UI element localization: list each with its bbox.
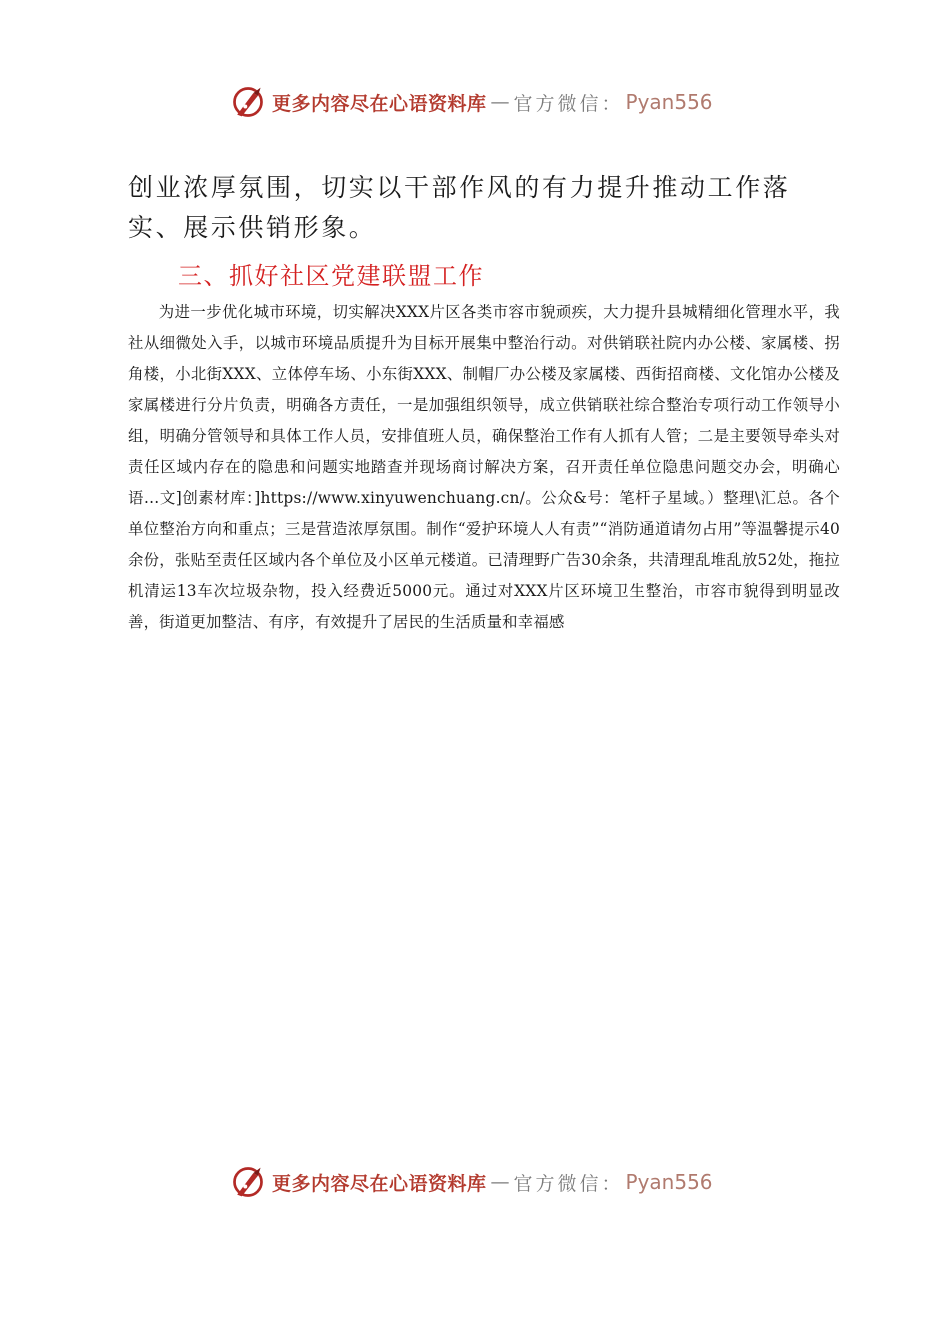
banner-wechat-handle: Pyan556 <box>625 90 713 114</box>
lead-paragraph: 创业浓厚氛围，切实以干部作风的有力提升推动工作落实、展示供销形象。 <box>128 173 791 242</box>
banner-dash: — <box>490 1171 510 1193</box>
section-heading: 三、抓好社区党建联盟工作 <box>178 262 484 290</box>
pen-nib-emblem-icon <box>230 84 266 120</box>
footer-banner <box>230 1162 750 1202</box>
pen-nib-emblem-icon <box>230 1164 266 1200</box>
banner-official-label: 官方微信： <box>513 92 624 115</box>
banner-official-label: 官方微信： <box>513 1172 624 1195</box>
body-paragraph: 为进一步优化城市环境，切实解决XXX片区各类市容市貌顽疾，大力提升县城精细化管理水平，我社从细微处入手，以城市环境品质提升为目标开展集中整治行动。对供销联社院内办公楼、家属楼、拐角楼，小北街XXX、立体停车场、小东街XXX、制帽厂办公楼及家属楼、西街招商楼、文化馆办公楼及家属楼进行分片负责，明确各方责任，一是加强组织领导，成立供销联社综合整治专项行动工作领导小组，明确分管领导和具体工作人员，安排值班人员，确保整治工作有人抓有人管；二是主要领导牵头对责任区域内存在的隐患和问题实地踏查并现场商讨解决方案，召开责任单位隐患问题交办会，明确心语…文]创素材库：]https://www.xinyuwenchuang.cn/。公众&号：笔杆子星域。）整理\汇总。各个单位整治方向和重点；三是营造浓厚氛围。制作“爱护环境人人有责”“消防通道请勿占用”等温馨提示40余份，张贴至责任区域内各个单位及小区单元楼道。已清理野广告30余条，共清理乱堆乱放52处，拖拉机清运13车次垃圾杂物，投入经费近5000元。通过对XXX片区环境卫生整治，市容市貌得到明显改善，街道更加整洁、有序，有效提升了居民的生活质量和幸福感 <box>128 303 840 631</box>
banner-brand-text: 更多内容尽在心语资料库 <box>272 1172 487 1195</box>
banner-wechat-handle: Pyan556 <box>625 1170 713 1194</box>
banner-brand-text: 更多内容尽在心语资料库 <box>272 92 487 115</box>
header-banner <box>230 82 750 122</box>
banner-dash: — <box>490 91 510 113</box>
